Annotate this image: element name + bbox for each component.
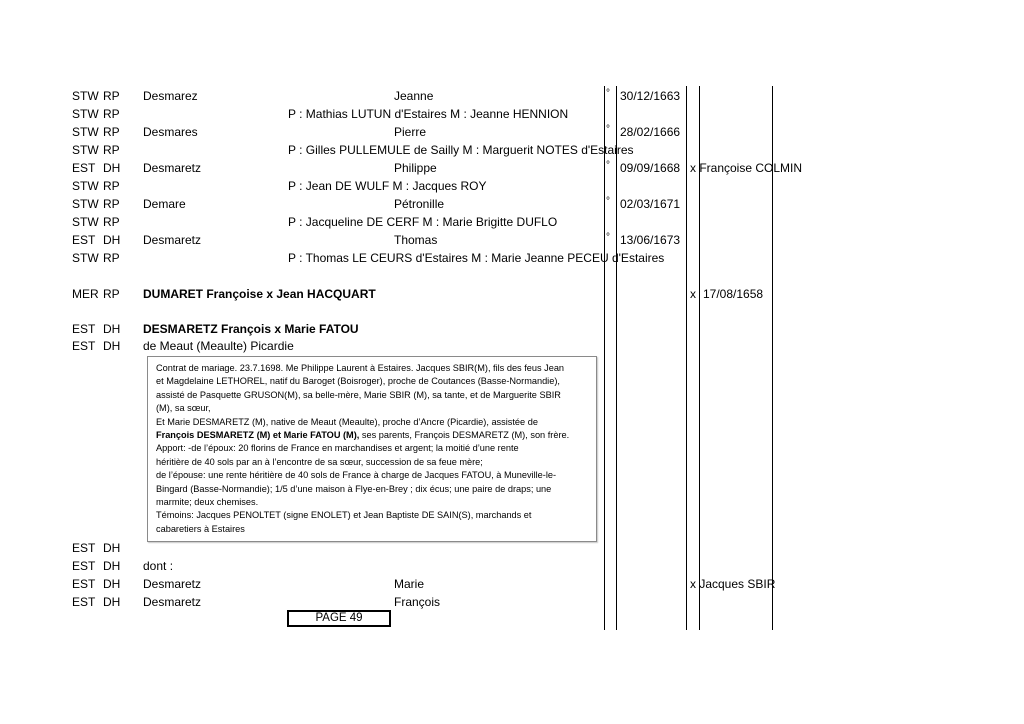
note-line: et Magdelaine LETHOREL, natif du Baroget (Boisroger), proche de Coutances (Basse-Normandie), (156, 376, 560, 387)
marriage-mark: x (690, 287, 696, 301)
note-line: Bingard (Basse-Normandie); 1/5 d’une maison à Flye-en-Brey ; dix écus; une paire de draps; une (156, 483, 552, 494)
spouse: x Jacques SBIR (690, 577, 776, 591)
code2: DH (103, 233, 121, 247)
note-line: Apport: -de l’époux: 20 florins de France en marchandises et argent; la moitié d’une rente (156, 443, 519, 454)
code2: RP (103, 251, 120, 265)
column-rule (604, 86, 605, 630)
parents: P : Jean DE WULF M : Jacques ROY (288, 179, 487, 193)
birth-date: 30/12/1663 (620, 89, 681, 103)
code1: STW (72, 125, 99, 139)
parents: P : Mathias LUTUN d'Estaires M : Jeanne HENNION (288, 107, 569, 121)
note-line: Témoins: Jacques PENOLTET (signe ENOLET) et Jean Baptiste DE SAIN(S), marchands et (156, 510, 532, 521)
column-rule (616, 86, 617, 630)
first-name: Marie (394, 577, 425, 591)
code2: RP (103, 179, 120, 193)
birth-mark: ° (606, 124, 610, 135)
spouse: x Françoise COLMIN (690, 161, 803, 175)
code2: DH (103, 559, 121, 573)
note-line: de l’épouse: une rente héritière de 40 sols de France à charge de Jacques FATOU, à Muneville-le- (156, 470, 557, 481)
surname: Demare (143, 197, 186, 211)
code2: RP (103, 89, 120, 103)
page-number-box (287, 610, 391, 627)
note-line: (M), sa sœur, (156, 403, 211, 414)
birth-date: 02/03/1671 (620, 197, 681, 211)
code1: STW (72, 197, 99, 211)
birth-date: 28/02/1666 (620, 125, 681, 139)
code2: RP (103, 143, 120, 157)
code1: MER (72, 287, 99, 301)
code1: STW (72, 179, 99, 193)
birth-mark: ° (606, 196, 610, 207)
code2: RP (103, 287, 120, 301)
code2: RP (103, 107, 120, 121)
parents: P : Thomas LE CEURS d'Estaires M : Marie Jeanne PECEU d'Estaires (288, 251, 665, 265)
birth-date: 09/09/1668 (620, 161, 681, 175)
code1: EST (72, 233, 96, 247)
surname: Desmarez (143, 89, 198, 103)
code2: DH (103, 541, 121, 555)
code1: EST (72, 322, 96, 336)
birth-mark: ° (606, 88, 610, 99)
code1: STW (72, 107, 99, 121)
code1: EST (72, 595, 96, 609)
code2: RP (103, 125, 120, 139)
code1: EST (72, 577, 96, 591)
first-name: Jeanne (394, 89, 434, 103)
birth-mark: ° (606, 232, 610, 243)
marriage-contract-note (147, 356, 597, 542)
surname: Desmaretz (143, 577, 202, 591)
page-number: PAGE 49 (315, 612, 363, 624)
note-line: Et Marie DESMARETZ (M), native de Meaut (Meaulte), proche d’Ancre (Picardie), assistée de (156, 416, 538, 427)
parents: P : Gilles PULLEMULE de Sailly M : Marguerit NOTES d'Estaires (288, 143, 634, 157)
code2: DH (103, 322, 121, 336)
code2: RP (103, 215, 120, 229)
code1: EST (72, 559, 96, 573)
note-bold: François DESMARETZ (M) et Marie FATOU (M), (156, 430, 360, 441)
first-name: Thomas (394, 233, 438, 247)
couple-title: DESMARETZ François x Marie FATOU (143, 322, 359, 336)
code1: STW (72, 251, 99, 265)
code2: DH (103, 577, 121, 591)
note-line: cabaretiers à Estaires (156, 523, 245, 534)
first-name: Pétronille (394, 197, 445, 211)
code1: STW (72, 143, 99, 157)
couple-title: DUMARET Françoise x Jean HACQUART (143, 287, 376, 301)
parents: P : Jacqueline DE CERF M : Marie Brigitte DUFLO (288, 215, 558, 229)
code2: DH (103, 339, 121, 353)
code1: EST (72, 339, 96, 353)
code1: STW (72, 89, 99, 103)
note-rest: ses parents, François DESMARETZ (M), son frère. (359, 430, 570, 441)
note-line: assisté de Pasquette GRUSON(M), sa belle-mère, Marie SBIR (M), sa tante, et de Marguerite SBIR (156, 389, 561, 400)
surname: Desmares (143, 125, 198, 139)
birth-mark: ° (606, 160, 610, 171)
surname: Desmaretz (143, 595, 202, 609)
column-rule (772, 86, 773, 630)
birth-date: 13/06/1673 (620, 233, 681, 247)
note-line (156, 429, 588, 442)
surname: Desmaretz (143, 161, 202, 175)
code2: DH (103, 161, 121, 175)
code1: STW (72, 215, 99, 229)
first-name: Philippe (394, 161, 437, 175)
first-name: François (394, 595, 441, 609)
code2: RP (103, 197, 120, 211)
column-rule (699, 86, 700, 630)
code1: EST (72, 161, 96, 175)
code1: EST (72, 541, 96, 555)
column-rule (686, 86, 687, 630)
note-line: Contrat de mariage. 23.7.1698. Me Philippe Laurent à Estaires. Jacques SBIR(M), fils des feus Jean (156, 363, 565, 373)
children-label: dont : (143, 559, 174, 573)
note-line: marmite; deux chemises. (156, 497, 259, 508)
code2: DH (103, 595, 121, 609)
marriage-date: 17/08/1658 (703, 287, 764, 301)
first-name: Pierre (394, 125, 427, 139)
surname: Desmaretz (143, 233, 202, 247)
origin: de Meaut (Meaulte) Picardie (143, 339, 294, 353)
note-line: héritière de 40 sols par an à l’encontre de sa sœur, succession de sa feue mère; (156, 456, 483, 467)
